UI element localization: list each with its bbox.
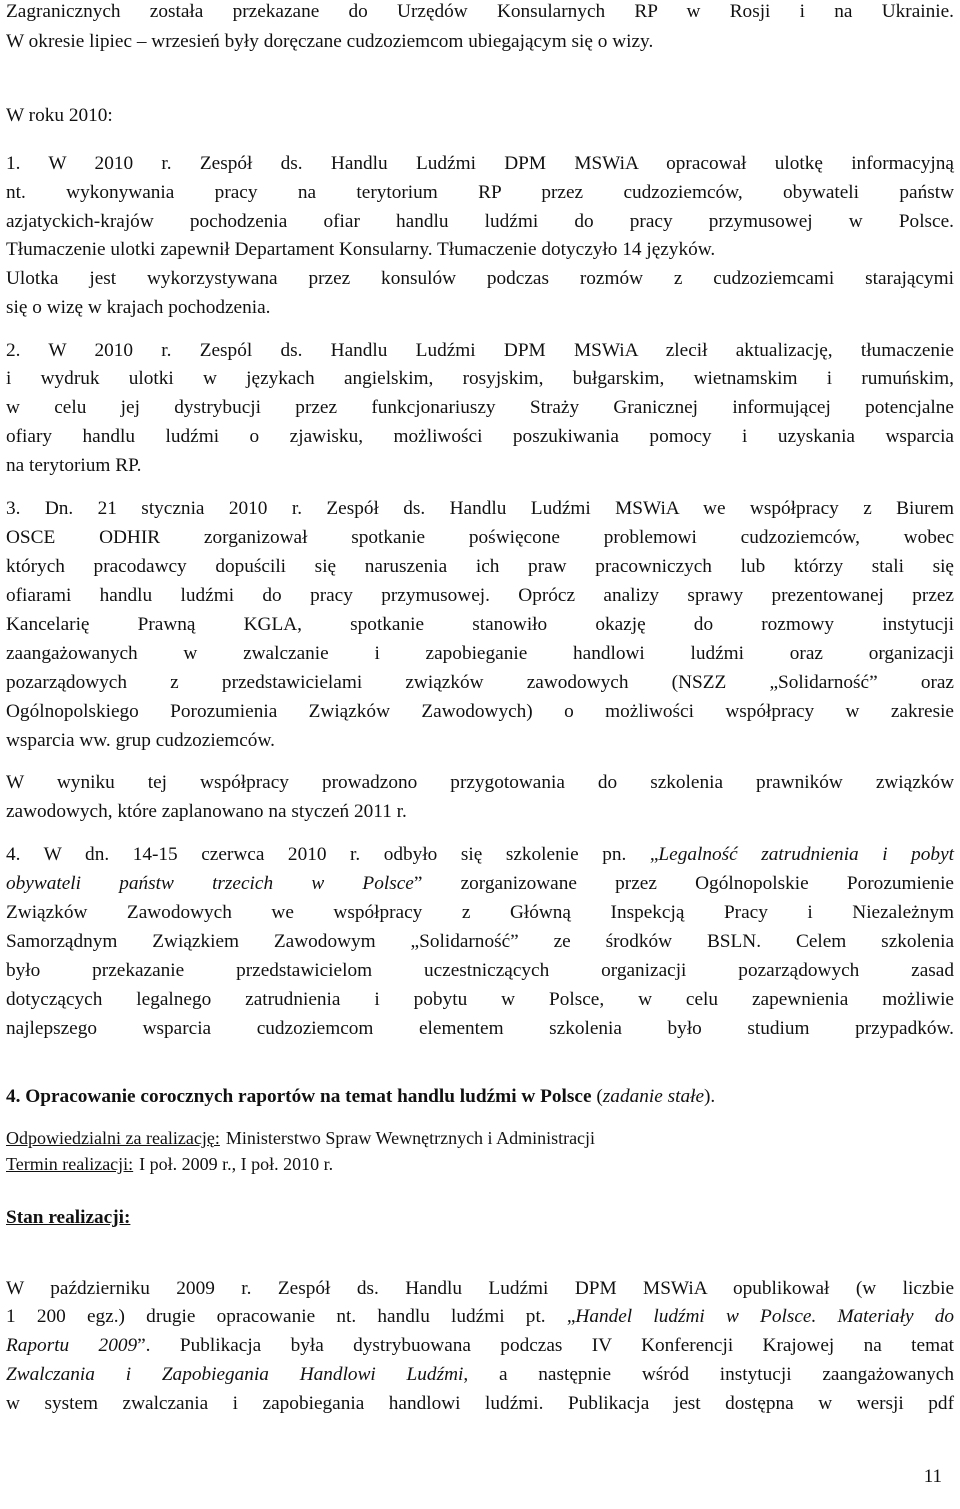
status-line bbox=[6, 1305, 954, 1329]
list-item-line bbox=[6, 872, 954, 896]
training-title: Legalność zatrudnienia i pobyt bbox=[658, 844, 954, 865]
conference-title: Zwalczania i Zapobiegania Handlowi Ludźmi bbox=[6, 1364, 464, 1385]
list-item-line: azjatyckich-krajów pochodzenia ofiar handlu ludźmi do pracy przymusowej w Polsce. bbox=[6, 211, 954, 232]
list-item-line: dotyczących legalnego zatrudnienia i pobytu w Polsce, w celu zapewnienia możliwie bbox=[6, 989, 954, 1010]
list-item-line: nt. wykonywania pracy na terytorium RP przez cudzoziemców, obywateli państw bbox=[6, 182, 954, 203]
text-span: ”. Publikacja była dystrybuowana podczas IV Konferencji Krajowej na temat bbox=[137, 1335, 954, 1356]
text-span: ” zorganizowane przez Ogólnopolskie Porozumienie bbox=[413, 873, 954, 894]
list-item-line: zaangażowanych w zwalczanie i zapobieganie handlowi ludźmi oraz organizacji bbox=[6, 643, 954, 664]
deadline-label: Termin realizacji: bbox=[6, 1154, 134, 1174]
list-item-line: ofiary handlu ludźmi o zjawisku, możliwości poszukiwania pomocy i uzyskania wsparcia bbox=[6, 426, 954, 447]
status-line: w system zwalczania i zapobiegania handlowi ludźmi. Publikacja jest dostępna w wersji pdf bbox=[6, 1393, 954, 1414]
training-title: obywateli państw trzecich w Polsce bbox=[6, 873, 414, 894]
publication-title: Raportu 2009 bbox=[6, 1335, 138, 1356]
list-item-line: pozarządowych z przedstawicielami związków zawodowych (NSZZ „Solidarność” oraz bbox=[6, 672, 954, 693]
list-item-line: na terytorium RP. bbox=[6, 455, 142, 476]
list-item-line: ofiarami handlu ludźmi do pracy przymusowej. Oprócz analizy sprawy prezentowanej przez bbox=[6, 585, 954, 606]
text-span: , a następnie wśród instytucji zaangażowanych bbox=[463, 1364, 954, 1385]
list-item-line: Ulotka jest wykorzystywana przez konsulów podczas rozmów z cudzoziemcami starającymi bbox=[6, 268, 954, 289]
text-span: 4. W dn. 14-15 czerwca 2010 r. odbyło się szkolenie pn. „ bbox=[6, 844, 659, 865]
list-item-line: Tłumaczenie ulotki zapewnił Departament Konsularny. Tłumaczenie dotyczyło 14 języków. bbox=[6, 239, 716, 260]
text-line: W okresie lipiec – wrzesień były doręczane cudzoziemcom ubiegającym się o wizy. bbox=[6, 31, 654, 52]
section-title-bold: 4. Opracowanie corocznych raportów na temat handlu ludźmi w Polsce bbox=[6, 1086, 592, 1107]
year-heading: W roku 2010: bbox=[6, 105, 113, 126]
list-item-line: OSCE ODHIR zorganizował spotkanie poświęcone problemowi cudzoziemców, wobec bbox=[6, 527, 954, 548]
list-item-line: było przekazanie przedstawicielom uczestniczących organizacji pozarządowych zasad bbox=[6, 960, 954, 981]
responsible-label: Odpowiedzialni za realizację: bbox=[6, 1128, 220, 1148]
deadline-value: I poł. 2009 r., I poł. 2010 r. bbox=[139, 1154, 334, 1174]
text-span: 1 200 egz.) drugie opracowanie nt. handlu ludźmi pt. „ bbox=[6, 1306, 576, 1327]
list-item-line: Samorządnym Związkiem Zawodowym „Solidarność” ze środków BSLN. Celem szkolenia bbox=[6, 931, 954, 952]
responsible-row bbox=[6, 1126, 595, 1150]
list-item-line: których pracodawcy dopuścili się naruszenia ich praw pracowniczych lub którzy stali się bbox=[6, 556, 954, 577]
status-line: W październiku 2009 r. Zespół ds. Handlu Ludźmi DPM MSWiA opublikował (w liczbie bbox=[6, 1278, 954, 1299]
list-item-line: Związków Zawodowych we współpracy z Główną Inspekcją Pracy i Niezależnym bbox=[6, 902, 954, 923]
paragraph-line: W wyniku tej współpracy prowadzono przygotowania do szkolenia prawników związków bbox=[6, 772, 954, 793]
list-item-line: 1. W 2010 r. Zespół ds. Handlu Ludźmi DPM MSWiA opracował ulotkę informacyjną bbox=[6, 153, 954, 174]
text-span: ( bbox=[591, 1086, 603, 1107]
deadline-row bbox=[6, 1152, 333, 1176]
list-item-line: Kancelarię Prawną KGLA, spotkanie stanowiło okazję do rozmowy instytucji bbox=[6, 614, 954, 635]
list-item-line: 3. Dn. 21 stycznia 2010 r. Zespół ds. Handlu Ludźmi MSWiA we współpracy z Biurem bbox=[6, 498, 954, 519]
publication-title: Handel ludźmi w Polsce. Materiały do bbox=[575, 1306, 954, 1327]
section-title bbox=[6, 1085, 715, 1109]
status-line bbox=[6, 1334, 954, 1358]
list-item-line: wsparcia ww. grup cudzoziemców. bbox=[6, 730, 275, 751]
text-span: ). bbox=[704, 1086, 716, 1107]
list-item-line: i wydruk ulotki w językach angielskim, rosyjskim, bułgarskim, wietnamskim i rumuńskim, bbox=[6, 368, 954, 389]
status-line bbox=[6, 1363, 954, 1387]
text-line: Zagranicznych została przekazane do Urzędów Konsularnych RP w Rosji i na Ukrainie. bbox=[6, 1, 954, 22]
list-item-line: się o wizę w krajach pochodzenia. bbox=[6, 297, 271, 318]
list-item-line: 2. W 2010 r. Zespól ds. Handlu Ludźmi DPM MSWiA zlecił aktualizację, tłumaczenie bbox=[6, 340, 954, 361]
page-number: 11 bbox=[923, 1466, 942, 1487]
paragraph-line: zawodowych, które zaplanowano na styczeń 2011 r. bbox=[6, 801, 407, 822]
responsible-value: Ministerstwo Spraw Wewnętrznych i Administracji bbox=[225, 1128, 596, 1148]
list-item-line: w celu jej dystrybucji przez funkcjonariuszy Straży Granicznej informującej potencjalne bbox=[6, 397, 954, 418]
list-item-line bbox=[6, 843, 954, 867]
list-item-line: najlepszego wsparcia cudzoziemcom elementem szkolenia było studium przypadków. bbox=[6, 1018, 954, 1039]
list-item-line: Ogólnopolskiego Porozumienia Związków Zawodowych) o możliwości współpracy w zakresie bbox=[6, 701, 954, 722]
task-type: zadanie stałe bbox=[602, 1086, 705, 1107]
status-heading: Stan realizacji: bbox=[6, 1207, 131, 1228]
